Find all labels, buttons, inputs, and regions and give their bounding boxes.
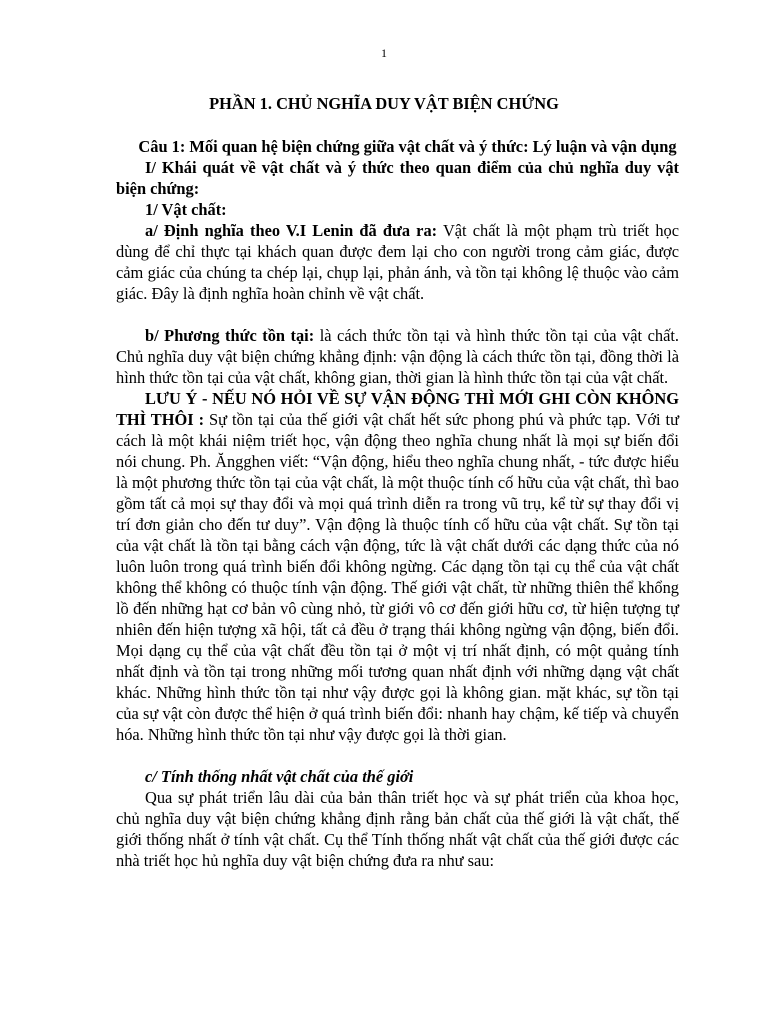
part-title: PHẦN 1. CHỦ NGHĨA DUY VẬT BIỆN CHỨNG [209, 94, 559, 113]
paragraph-c-text: Qua sự phát triển lâu dài của bản thân triết học và sự phát triển của khoa học, chủ nghĩa duy vật biện chứng khẳng định rằng bản chất của thế giới là vật chất, thế giới thống nhất ở tính vật chất. Cụ thể Tính thống nhất vật chất của thế giới được các nhà triết học hủ nghĩa duy vật biện chứng đưa ra như sau: [116, 788, 679, 870]
document-body [116, 136, 679, 871]
subsection-heading-1: 1/ Vật chất: [145, 200, 227, 219]
paragraph-b [116, 325, 679, 388]
paragraph-a [116, 220, 679, 304]
paragraph-a-label: a/ Định nghĩa theo V.I Lenin đã đưa ra: [145, 221, 438, 240]
page-number: 1 [381, 46, 387, 60]
section-heading-1: I/ Khái quát về vật chất và ý thức theo quan điểm của chủ nghĩa duy vật biện chứng: [116, 158, 679, 198]
paragraph-b-text: là cách thức tồn tại và hình thức tồn tại của vật chất. Chủ nghĩa duy vật biện chứng khẳng định: vận động là cách thức tồn tại, đồng thời là hình thức tồn tại của vật chất, không gian, thời gian là hình thức tồn tại của vật chất. [116, 326, 679, 387]
paragraph-a-text: Vật chất là một phạm trù triết học dùng để chỉ thực tại khách quan được đem lại cho con người trong cảm giác, được cảm giác của chúng ta chép lại, chụp lại, phản ánh, và tồn tại không lệ thuộc vào cảm giác. Đây là định nghĩa hoàn chỉnh về vật chất. [116, 221, 679, 303]
paragraph-c-heading: c/ Tính thống nhất vật chất của thế giới [145, 767, 414, 786]
paragraph-note-label: LƯU Ý - NẾU NÓ HỎI VỀ SỰ VẬN ĐỘNG THÌ MỚI GHI CÒN KHÔNG THÌ THÔI : [116, 389, 679, 429]
paragraph-b-label: b/ Phương thức tồn tại: [145, 326, 315, 345]
paragraph-note-text: Sự tồn tại của thế giới vật chất hết sức phong phú và phức tạp. Với tư cách là một khái niệm triết học, vận động theo nghĩa chung nhất là mọi sự biến đổi nói chung. Ph. Ăngghen viết: “Vận động, hiểu theo nghĩa chung nhất, - tức được hiểu là một phương thức tồn tại của vật chất, là một thuộc tính cố hữu của vật chất, thì bao gồm tất cả mọi sự thay đổi và mọi quá trình diễn ra trong vũ trụ, kể từ sự thay đổi vị trí đơn giản cho đến tư duy”. Vận động là thuộc tính cố hữu của vật chất. Sự tồn tại của vật chất là tồn tại bằng cách vận động, tức là vật chất dưới các dạng thức của nó luôn luôn trong quá trình biến đổi không ngừng. Các dạng tồn tại cụ thể của vật chất không thể không có thuộc tính vận động. Thế giới vật chất, từ những thiên thể khổng lồ đến những hạt cơ bản vô cùng nhỏ, từ giới vô cơ đến giới hữu cơ, từ hiện tượng tự nhiên đến hiện tượng xã hội, tất cả đều ở trạng thái không ngừng vận động, biến đổi. Mọi dạng cụ thể của vật chất đều tồn tại ở một vị trí nhất định, có một quảng tính nhất định và tồn tại trong những mối tương quan nhất định với những dạng vật chất khác. Những hình thức tồn tại như vậy được gọi là không gian. mặt khác, sự tồn tại của sự vật còn được thể hiện ở quá trình biến đổi: nhanh hay chậm, kế tiếp và chuyển hóa. Những hình thức tồn tại như vậy được gọi là thời gian. [116, 410, 679, 744]
question-title: Câu 1: Mối quan hệ biện chứng giữa vật chất và ý thức: Lý luận và vận dụng [138, 137, 677, 156]
paragraph-note [116, 388, 679, 745]
